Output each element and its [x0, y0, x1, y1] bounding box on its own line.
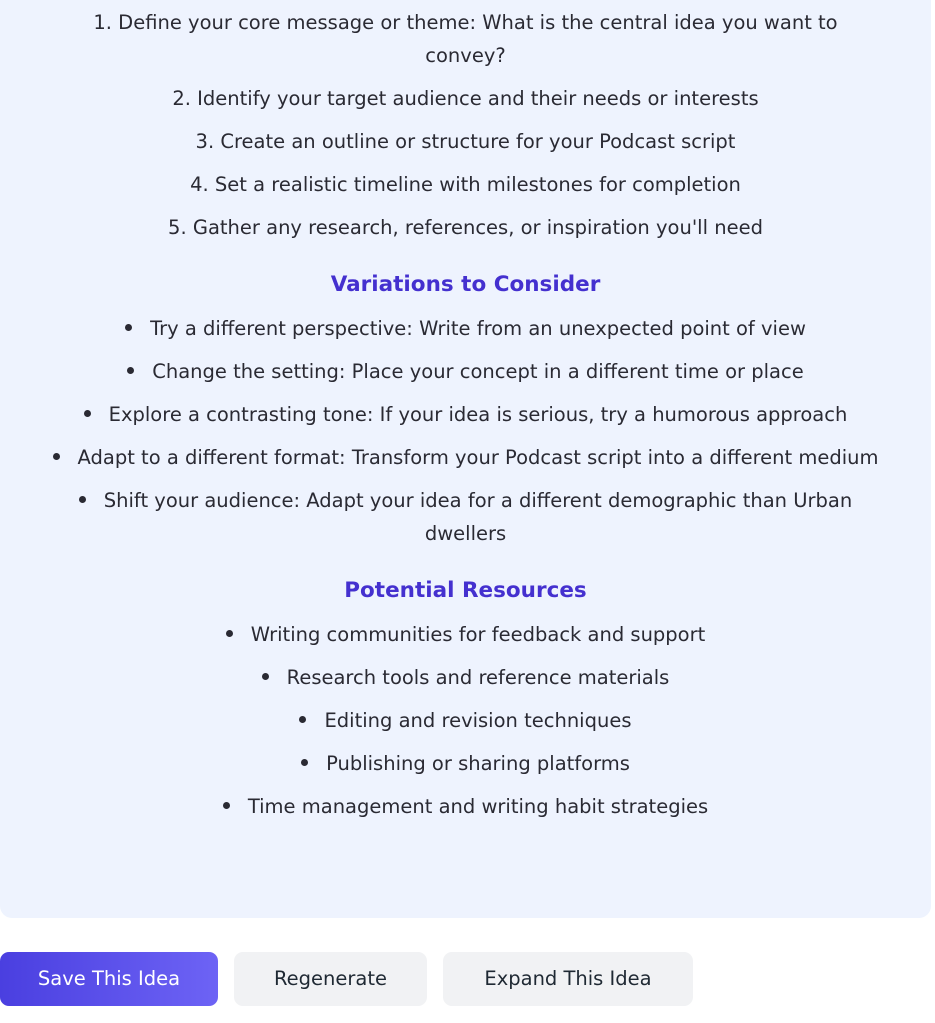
- resource-text: Editing and revision techniques: [324, 709, 632, 732]
- bullet-icon: [262, 673, 269, 680]
- resource-text: Time management and writing habit strategies: [247, 795, 709, 818]
- variation-text: Shift your audience: Adapt your idea for a different demographic than Urban dwellers: [103, 489, 853, 545]
- idea-content: [0, 6, 931, 823]
- bullet-icon: [79, 496, 86, 503]
- variations-heading: Variations to Consider: [330, 272, 601, 297]
- resource-item: [0, 747, 931, 780]
- resource-text: Publishing or sharing platforms: [326, 752, 630, 775]
- resource-text: Writing communities for feedback and support: [250, 623, 706, 646]
- bullet-icon: [301, 759, 308, 766]
- variation-item: [56, 355, 876, 388]
- variation-text: Explore a contrasting tone: If your idea is serious, try a humorous approach: [108, 403, 848, 426]
- save-idea-button[interactable]: Save This Idea: [0, 952, 218, 1006]
- variation-item: [56, 484, 876, 550]
- bullet-icon: [299, 716, 306, 723]
- variation-item: [16, 398, 916, 431]
- regenerate-button[interactable]: Regenerate: [234, 952, 427, 1006]
- variation-item: [36, 441, 896, 474]
- step-item: 3. Create an outline or structure for your Podcast script: [195, 130, 736, 153]
- step-item: 4. Set a realistic timeline with milestones for completion: [190, 173, 741, 196]
- bullet-icon: [84, 410, 91, 417]
- resource-text: Research tools and reference materials: [286, 666, 670, 689]
- step-item: 5. Gather any research, references, or inspiration you'll need: [168, 216, 763, 239]
- bullet-icon: [127, 367, 134, 374]
- variation-text: Try a different perspective: Write from an unexpected point of view: [150, 317, 806, 340]
- variation-item: [56, 312, 876, 345]
- steps-list: [0, 6, 931, 244]
- bullet-icon: [53, 453, 60, 460]
- resource-item: [0, 790, 931, 823]
- variations-list: [0, 312, 931, 550]
- resource-item: [0, 618, 931, 651]
- resource-item: [0, 661, 931, 694]
- resources-heading: Potential Resources: [344, 578, 587, 603]
- bullet-icon: [125, 324, 132, 331]
- bullet-icon: [226, 630, 233, 637]
- resources-list: [0, 618, 931, 823]
- variation-text: Adapt to a different format: Transform your Podcast script into a different medium: [77, 446, 879, 469]
- step-item: 1. Define your core message or theme: What is the central idea you want to convey?: [93, 11, 838, 67]
- expand-idea-button[interactable]: Expand This Idea: [443, 952, 693, 1006]
- variation-text: Change the setting: Place your concept in a different time or place: [152, 360, 804, 383]
- resource-item: [0, 704, 931, 737]
- step-item: 2. Identify your target audience and their needs or interests: [172, 87, 759, 110]
- bullet-icon: [223, 802, 230, 809]
